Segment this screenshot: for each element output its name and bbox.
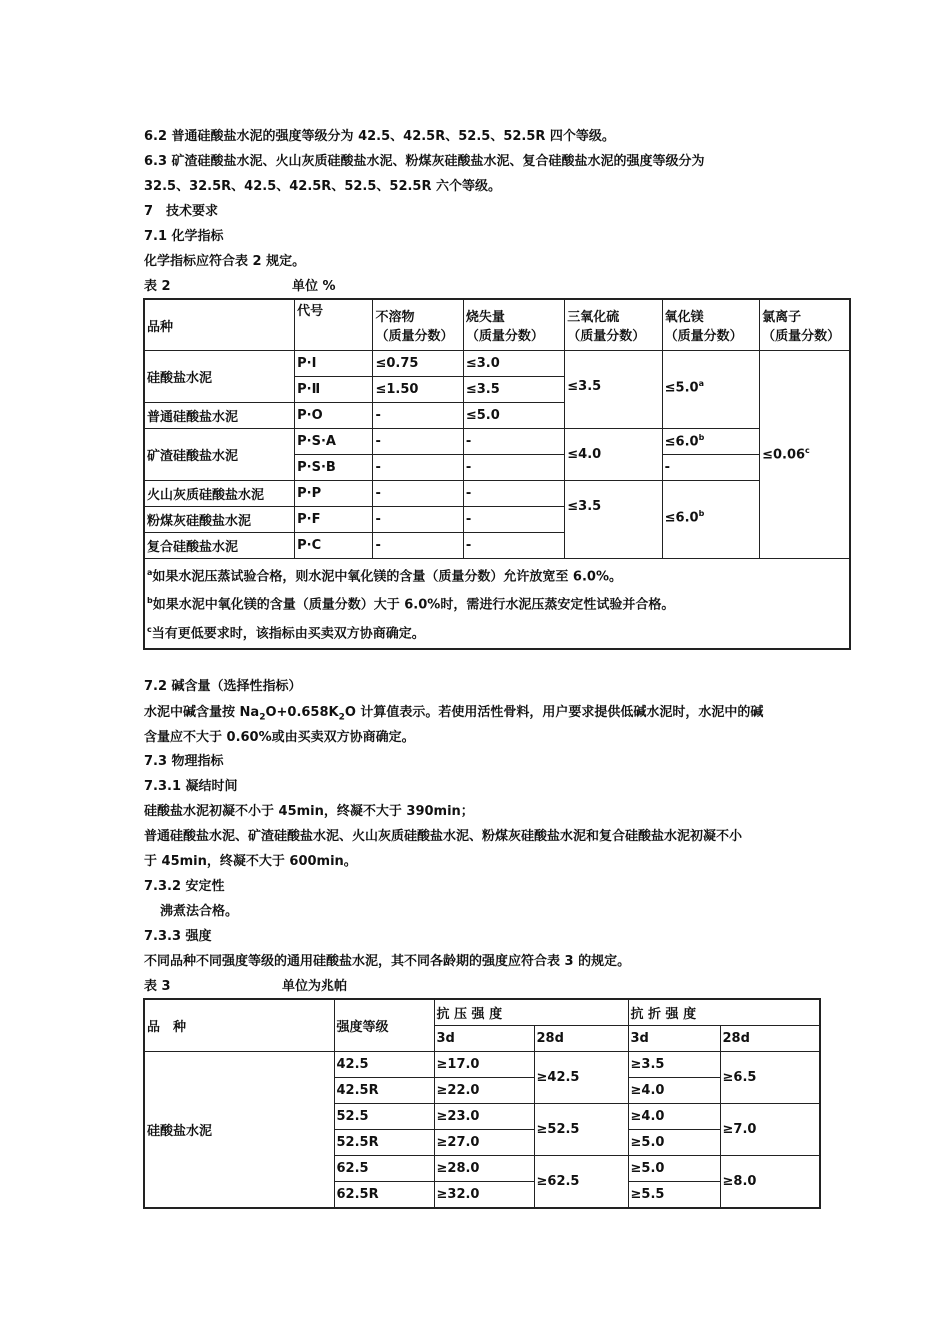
t2-code-pp: P·P — [295, 481, 373, 507]
t2-loss-pc: - — [463, 533, 564, 559]
t2-h-cl-2: （质量分数） — [762, 329, 841, 344]
t2-h-cl — [760, 299, 850, 351]
t2-mgo-psa — [662, 429, 759, 455]
t3-comp-28d: ≥62.5 — [534, 1156, 628, 1209]
t3-flex-28d: ≥8.0 — [720, 1156, 820, 1209]
t2-h-insol-1: 不溶物 — [375, 310, 415, 325]
t2-h-so3 — [565, 299, 662, 351]
t3-comp-3d: ≥17.0 — [434, 1052, 534, 1078]
t2-loss-psb: - — [463, 455, 564, 481]
t2-code-pii: P·Ⅱ — [295, 377, 373, 403]
t2-footnote-c-text: 当有更低要求时，该指标由买卖双方协商确定。 — [151, 625, 425, 641]
t2-chloride — [760, 351, 850, 559]
t3-h-comp-28d: 28d — [534, 1026, 628, 1052]
para-7-3-2: 沸煮法合格。 — [160, 904, 239, 919]
para-7-2-sub2: 2 — [338, 712, 345, 723]
t2-so3-group3: ≤3.5 — [565, 481, 662, 559]
table2-caption: 表 2 — [144, 279, 171, 294]
t2-mgo-group1-note: a — [698, 379, 704, 388]
section-7-1-heading: 7.1 化学指标 — [144, 229, 224, 244]
t2-h-mgo-1: 氧化镁 — [664, 310, 704, 325]
t3-comp-28d: ≥42.5 — [534, 1052, 628, 1104]
para-7-2-line2: 含量应不大于 0.60%或由买卖双方协商确定。 — [144, 730, 415, 745]
t2-kind-slag: 矿渣硅酸盐水泥 — [144, 429, 295, 481]
t2-code-psa: P·S·A — [295, 429, 373, 455]
t2-h-kind: 品种 — [144, 299, 295, 351]
t2-h-mgo — [662, 299, 759, 351]
para-7-2-line1 — [144, 704, 763, 727]
t3-grade: 42.5R — [334, 1078, 434, 1104]
t3-h-flex-3d: 3d — [628, 1026, 720, 1052]
t2-footnote-b — [147, 589, 847, 617]
t2-footnote-a — [147, 561, 847, 589]
t2-mgo-group1 — [662, 351, 759, 429]
para-7-3-1-line2: 普通硅酸盐水泥、矿渣硅酸盐水泥、火山灰质硅酸盐水泥、粉煤灰硅酸盐水泥和复合硅酸盐水泥初凝不小 — [144, 829, 743, 844]
t2-mgo-group3-note: b — [698, 509, 705, 518]
t3-flex-3d: ≥5.0 — [628, 1156, 720, 1182]
t3-flex-3d: ≥5.0 — [628, 1130, 720, 1156]
t2-footnote-a-text: 如果水泥压蒸试验合格，则水泥中氧化镁的含量（质量分数）允许放宽至 6.0%。 — [152, 569, 622, 585]
t2-loss-pp: - — [463, 481, 564, 507]
t2-footnote-c-mark: c — [147, 624, 152, 634]
para-6-2: 6.2 普通硅酸盐水泥的强度等级分为 42.5、42.5R、52.5、52.5R 四个等级。 — [144, 129, 615, 144]
t3-flex-3d: ≥3.5 — [628, 1052, 720, 1078]
t3-flex-28d: ≥7.0 — [720, 1104, 820, 1156]
t2-h-loss-1: 烧失量 — [465, 310, 505, 325]
t2-h-so3-1: 三氧化硫 — [567, 310, 620, 325]
t2-so3-group1: ≤3.5 — [565, 351, 662, 429]
t3-grade: 62.5R — [334, 1182, 434, 1209]
para-7-2-mid: O+0.658K — [265, 705, 339, 720]
para-7-3-1-line3: 于 45min，终凝不大于 600min。 — [144, 854, 357, 869]
t2-h-code: 代号 — [295, 299, 373, 351]
t2-insol-pf: - — [373, 507, 463, 533]
t3-h-grade: 强度等级 — [334, 999, 434, 1052]
table3-unit: 单位为兆帕 — [282, 979, 348, 994]
table-3-strength — [143, 998, 821, 1209]
t2-loss-pi: ≤3.0 — [463, 351, 564, 377]
t2-h-loss — [463, 299, 564, 351]
t2-insol-pp: - — [373, 481, 463, 507]
t3-comp-3d: ≥23.0 — [434, 1104, 534, 1130]
t2-mgo-psb: - — [662, 455, 759, 481]
para-7-1: 化学指标应符合表 2 规定。 — [144, 254, 306, 269]
t3-flex-3d: ≥5.5 — [628, 1182, 720, 1209]
t2-code-pf: P·F — [295, 507, 373, 533]
t2-insol-psa: - — [373, 429, 463, 455]
t2-loss-psa: - — [463, 429, 564, 455]
t2-kind-fly: 粉煤灰硅酸盐水泥 — [144, 507, 295, 533]
t2-insol-pi: ≤0.75 — [373, 351, 463, 377]
t2-mgo-group3-value: ≤6.0 — [664, 510, 699, 526]
t3-comp-3d: ≥22.0 — [434, 1078, 534, 1104]
para-7-2-post: O 计算值表示。若使用活性骨料，用户要求提供低碱水泥时，水泥中的碱 — [344, 705, 764, 720]
t2-code-pc: P·C — [295, 533, 373, 559]
para-7-3-3: 不同品种不同强度等级的通用硅酸盐水泥，其不同各龄期的强度应符合表 3 的规定。 — [144, 954, 631, 969]
t2-h-insol-2: （质量分数） — [375, 329, 454, 344]
t2-footnote-b-text: 如果水泥中氧化镁的含量（质量分数）大于 6.0%时，需进行水泥压蒸安定性试验并合格。 — [152, 597, 675, 613]
t2-insol-psb: - — [373, 455, 463, 481]
t3-flex-3d: ≥4.0 — [628, 1078, 720, 1104]
t2-code-psb: P·S·B — [295, 455, 373, 481]
t3-comp-3d: ≥27.0 — [434, 1130, 534, 1156]
t3-grade: 52.5 — [334, 1104, 434, 1130]
t2-mgo-group3 — [662, 481, 759, 559]
t2-mgo-psa-value: ≤6.0 — [664, 434, 699, 450]
t3-comp-3d: ≥32.0 — [434, 1182, 534, 1209]
para-6-3-line2: 32.5、32.5R、42.5、42.5R、52.5、52.5R 六个等级。 — [144, 179, 502, 194]
t2-h-so3-2: （质量分数） — [567, 329, 646, 344]
section-7-3-3-heading: 7.3.3 强度 — [144, 929, 212, 944]
t2-h-mgo-2: （质量分数） — [664, 329, 743, 344]
para-6-3-line1: 6.3 矿渣硅酸盐水泥、火山灰质硅酸盐水泥、粉煤灰硅酸盐水泥、复合硅酸盐水泥的强度等级分为 — [144, 154, 705, 169]
t3-grade: 42.5 — [334, 1052, 434, 1078]
t3-grade: 52.5R — [334, 1130, 434, 1156]
t2-insol-pc: - — [373, 533, 463, 559]
t2-kind-pozz: 火山灰质硅酸盐水泥 — [144, 481, 295, 507]
t3-flex-3d: ≥4.0 — [628, 1104, 720, 1130]
t3-comp-3d: ≥28.0 — [434, 1156, 534, 1182]
section-7-2-heading: 7.2 碱含量（选择性指标） — [144, 679, 302, 694]
section-7-3-2-heading: 7.3.2 安定性 — [144, 879, 225, 894]
t2-h-insol — [373, 299, 463, 351]
t2-code-po: P·O — [295, 403, 373, 429]
t2-mgo-group1-value: ≤5.0 — [664, 380, 699, 396]
t3-kind: 硅酸盐水泥 — [144, 1052, 334, 1209]
t2-insol-pii: ≤1.50 — [373, 377, 463, 403]
t3-flex-28d: ≥6.5 — [720, 1052, 820, 1104]
t3-h-compressive: 抗 压 强 度 — [434, 999, 628, 1026]
t3-h-comp-3d: 3d — [434, 1026, 534, 1052]
t2-mgo-psa-note: b — [698, 433, 705, 443]
t2-so3-group2: ≤4.0 — [565, 429, 662, 481]
t2-chloride-value: ≤0.06 — [762, 447, 806, 463]
section-7-heading: 7 技术要求 — [144, 204, 219, 219]
table2-unit: 单位 % — [292, 279, 336, 294]
t2-chloride-note: c — [805, 446, 810, 456]
para-7-3-1-line1: 硅酸盐水泥初凝不小于 45min，终凝不大于 390min； — [144, 804, 474, 819]
t2-footnote-b-mark: b — [147, 596, 153, 606]
t2-insol-po: - — [373, 403, 463, 429]
t2-kind-po: 普通硅酸盐水泥 — [144, 403, 295, 429]
t3-h-kind: 品 种 — [144, 999, 334, 1052]
t2-kind-ps: 硅酸盐水泥 — [144, 351, 295, 403]
t2-code-pi: P·I — [295, 351, 373, 377]
t2-footnote-c — [147, 618, 847, 646]
t2-h-loss-2: （质量分数） — [465, 329, 544, 344]
t2-loss-pf: - — [463, 507, 564, 533]
section-7-3-heading: 7.3 物理指标 — [144, 754, 224, 769]
t3-h-flex-28d: 28d — [720, 1026, 820, 1052]
para-7-2-pre: 水泥中碱含量按 Na — [144, 705, 260, 720]
t2-kind-comp: 复合硅酸盐水泥 — [144, 533, 295, 559]
t2-h-cl-1: 氯离子 — [762, 310, 802, 325]
t2-footnote-a-mark: a — [147, 568, 153, 577]
t2-footnotes — [144, 559, 850, 649]
t3-comp-28d: ≥52.5 — [534, 1104, 628, 1156]
table3-caption: 表 3 — [144, 979, 171, 994]
t3-h-flexural: 抗 折 强 度 — [628, 999, 820, 1026]
t2-loss-po: ≤5.0 — [463, 403, 564, 429]
para-7-2-sub1: 2 — [259, 712, 266, 723]
t2-loss-pii: ≤3.5 — [463, 377, 564, 403]
table-2-chemical — [143, 298, 851, 650]
section-7-3-1-heading: 7.3.1 凝结时间 — [144, 779, 238, 794]
t3-grade: 62.5 — [334, 1156, 434, 1182]
